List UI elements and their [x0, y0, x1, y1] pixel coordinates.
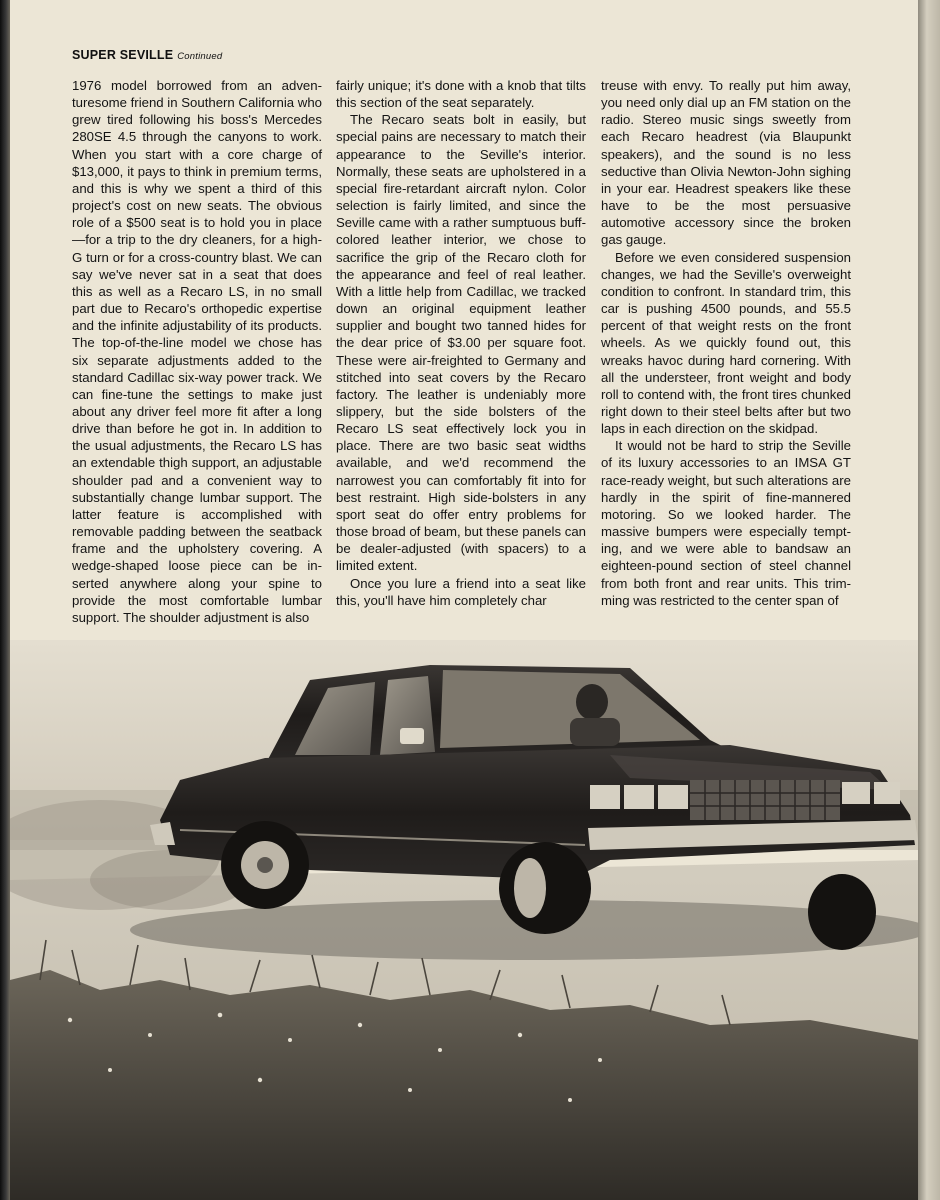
text-column-3	[601, 77, 851, 609]
paragraph: 1976 model borrowed from an adventuresome friend in Southern California who grew tired following his boss's Mercedes 280SE 4.5 through the canyons to work. When you start with a core charge of $13,000, it pays to think in premium terms, and this is why we spent a third of this project's cost on new seats. The obvious role of a $500 seat is to hold you in place—for a trip to the dry cleaners, for a high-G turn or for a cross-country blast. We can say we've never sat in a seat that does this as well as a Recaro LS, in no small part due to Recaro's orthopedic expertise and the infinite adjustability of its products. The top-of-the-line model we chose has six separate adjustments added to the standard Cadillac six-way power track. We can fine-tune the settings to make just about any driver feel more fit after a long drive than before he got in. In addition to the usual adjustments, the Recaro LS has an extendable thigh support, an adjustable shoulder pad and a convenient way to substantially change lumbar support. The latter feature is accomplished with removable padding between the seatback frame and the upholstery covering. A wedge-shaped loose piece can be inserted anywhere along your spine to provide the most comfortable lumbar support. The shoulder adjustment is also	[72, 78, 322, 625]
paragraph: fairly unique; it's done with a knob that tilts this section of the seat separately.	[336, 78, 586, 111]
paragraph: Before we even considered suspension changes, we had the Seville's overweight condition to confront. In standard trim, this car is pushing 4500 pounds, and 55.5 percent of that weight rests on the front wheels. As we quickly found out, this wreaks havoc during hard cornering. With all the understeer, front weight and body roll to contend with, the front tires chunked right down to their steel belts after but two laps in each direction on the skidpad.	[601, 249, 851, 437]
text-column-2	[336, 77, 586, 609]
binding-spine	[0, 0, 10, 1200]
paragraph: It would not be hard to strip the Seville of its luxury accessories to an IMSA GT race-ready weight, but such alterations are hardly in the spirit of fine-mannered motoring. So we looked harder. The massive bumpers were especially tempting, and we were able to bandsaw an eighteen-pound section of steel channel from both front and rear units. This trimming was restricted to the center span of	[601, 438, 851, 608]
car-photo	[10, 640, 920, 1200]
paragraph: treuse with envy. To really put him away, you need only dial up an FM station on the radio. Stereo music sings sweetly from each Recaro headrest (via Blaupunkt speakers), and the sound is no less seductive than Olivia Newton-John sighing in your ear. Headrest speakers like these have to be the most persuasive automotive accessory since the broken gas gauge.	[601, 78, 851, 248]
seville-sedan-photo	[10, 640, 920, 1200]
next-page-edge	[918, 0, 940, 1200]
paragraph: Once you lure a friend into a seat like this, you'll have him completely char	[336, 575, 586, 608]
magazine-page	[10, 0, 920, 1200]
continued-label: Continued	[177, 51, 223, 62]
running-head	[72, 48, 222, 62]
section-title: SUPER SEVILLE	[72, 48, 174, 62]
paragraph: The Recaro seats bolt in easily, but special pains are necessary to match their appearance to the Seville's interior. Normally, these seats are upholstered in a special fire-retardant aircraft nylon. Color selection is fairly limited, and since the Seville came with a rather sumptuous buff-colored leather interior, we chose to sacrifice the grip of the Recaro cloth for the appearance and feel of real leather. With a little help from Cadillac, we tracked down an original equipment leather supplier and bought two tanned hides for the dear price of $3.00 per square foot. These were air-freighted to Germany and stitched into seat covers by the Recaro factory. The leather is undeniably more slippery, but the side bolsters of the Recaro LS seat effectively lock you in place. There are two basic seat widths available, and we'd recommend the narrowest you can comfortably fit into for best restraint. High side-bolsters in any sport seat do offer entry problems for those broad of beam, but these panels can be dealer-adjusted (with spacers) to a limited extent.	[336, 112, 587, 574]
text-column-1	[72, 77, 322, 626]
